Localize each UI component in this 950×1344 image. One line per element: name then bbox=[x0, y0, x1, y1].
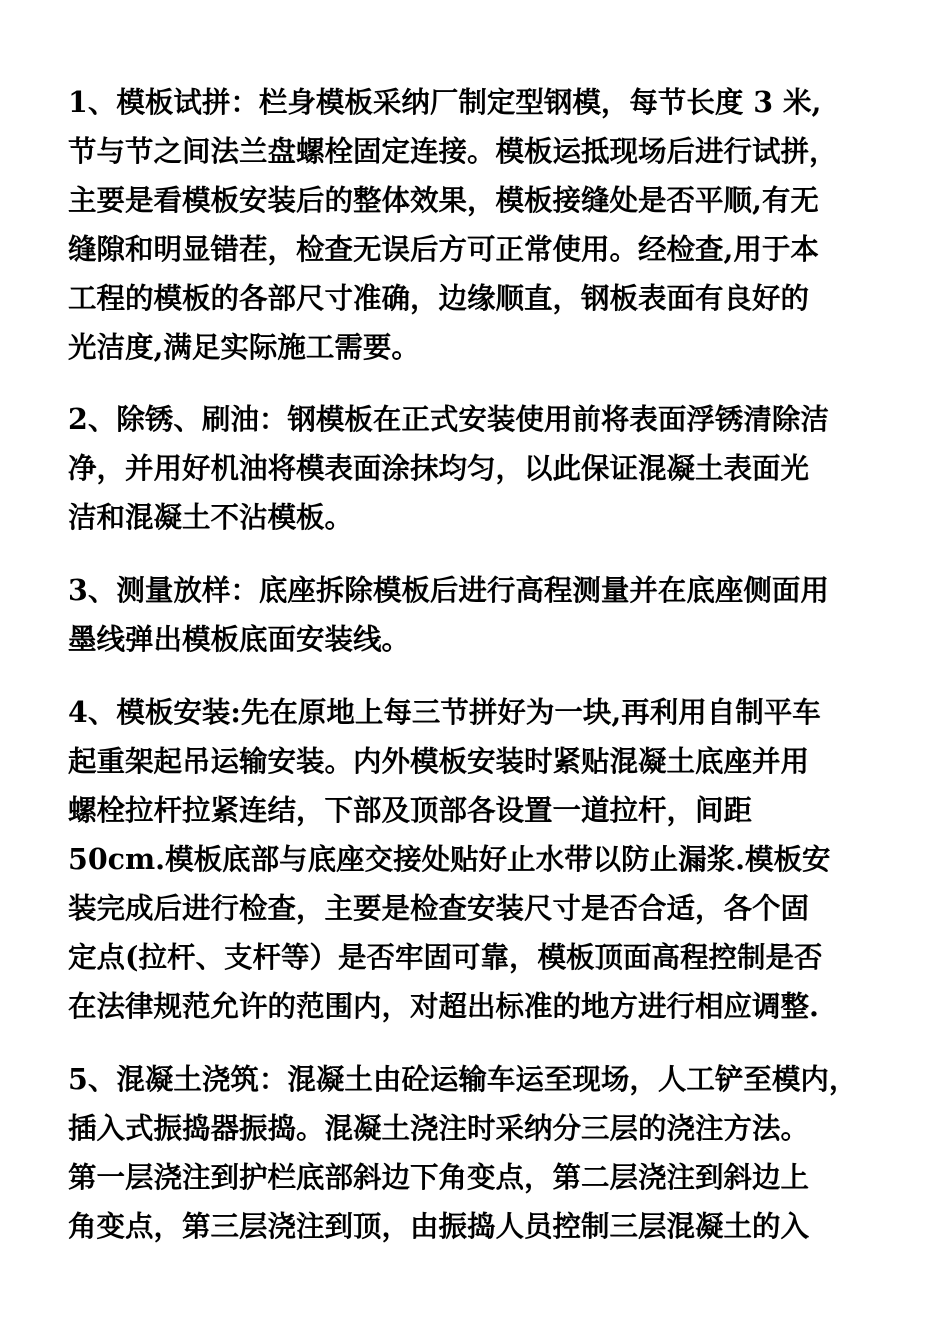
text-line: 2、除锈、刷油：钢模板在正式安装使用前将表面浮锈清除洁 bbox=[68, 402, 829, 436]
text-line: 插入式振捣器振捣。混凝土浇注时采纳分三层的浇注方法。 bbox=[68, 1111, 810, 1145]
text-line: 第一层浇注到护栏底部斜边下角变点，第二层浇注到斜边上 bbox=[68, 1160, 810, 1194]
paragraph-template-installation bbox=[68, 688, 898, 1031]
text-line: 工程的模板的各部尺寸准确，边缘顺直，钢板表面有良好的 bbox=[68, 281, 810, 315]
paragraph-rust-removal-oiling bbox=[68, 395, 898, 542]
text-line: 净，并用好机油将模表面涂抹均匀，以此保证混凝土表面光 bbox=[68, 451, 810, 485]
text-line: 起重架起吊运输安装。内外模板安装时紧贴混凝土底座并用 bbox=[68, 744, 810, 778]
text-line: 装完成后进行检查，主要是检查安装尺寸是否合适，各个固 bbox=[68, 891, 810, 925]
text-line: 主要是看模板安装后的整体效果，模板接缝处是否平顺,有无 bbox=[68, 183, 819, 217]
text-line: 墨线弹出模板底面安装线。 bbox=[68, 622, 411, 656]
text-line: 节与节之间法兰盘螺栓固定连接。模板运抵现场后进行试拼， bbox=[68, 134, 838, 168]
text-line: 3、测量放样：底座拆除模板后进行高程测量并在底座侧面用 bbox=[68, 573, 829, 607]
text-line: 缝隙和明显错茬，检查无误后方可正常使用。经检查,用于本 bbox=[68, 232, 819, 266]
text-line: 螺栓拉杆拉紧连结，下部及顶部各设置一道拉杆，间距 bbox=[68, 793, 753, 827]
text-line: 在法律规范允许的范围内，对超出标准的地方进行相应调整. bbox=[68, 989, 819, 1023]
text-line: 5、混凝土浇筑：混凝土由砼运输车运至现场，人工铲至模内， bbox=[68, 1062, 858, 1096]
paragraph-concrete-pouring bbox=[68, 1055, 898, 1251]
text-line: 50cm.模板底部与底座交接处贴好止水带以防止漏浆.模板安 bbox=[68, 842, 831, 876]
paragraph-template-trial-assembly bbox=[68, 78, 898, 372]
text-line: 洁和混凝土不沾模板。 bbox=[68, 500, 354, 534]
text-line: 1、模板试拼：栏身模板采纳厂制定型钢模，每节长度 3 米, bbox=[68, 85, 822, 119]
text-line: 光洁度,满足实际施工需要。 bbox=[68, 330, 420, 364]
text-line: 角变点，第三层浇注到顶，由振捣人员控制三层混凝土的入 bbox=[68, 1209, 810, 1243]
text-line: 4、模板安装:先在原地上每三节拼好为一块,再利用自制平车 bbox=[68, 695, 821, 729]
text-line: 定点(拉杆、支杆等）是否牢固可靠，模板顶面高程控制是否 bbox=[68, 940, 823, 974]
paragraph-survey-setting-out bbox=[68, 566, 898, 664]
